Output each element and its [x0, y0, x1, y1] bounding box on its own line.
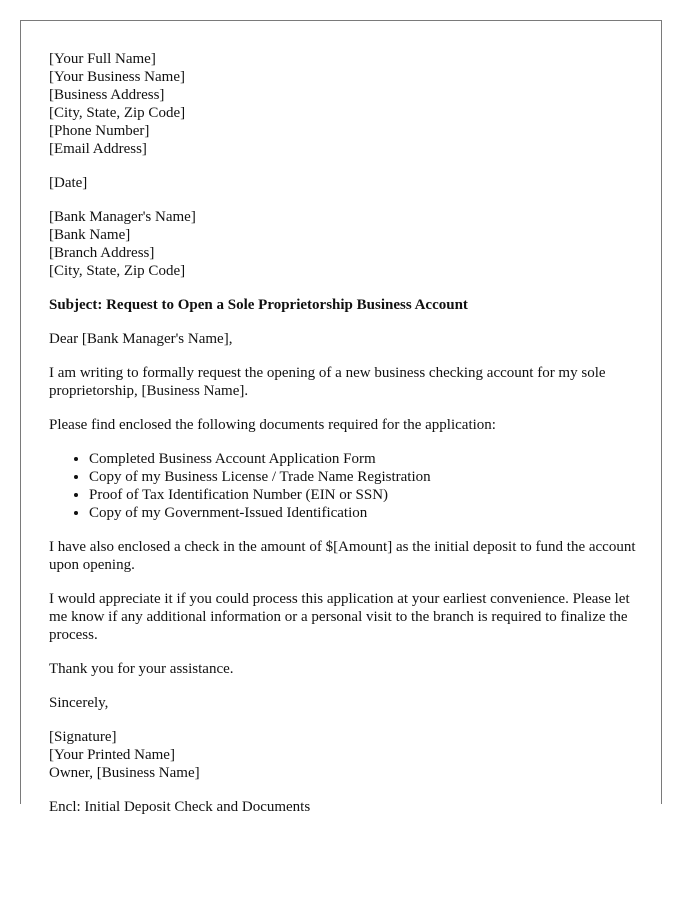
printed-name: [Your Printed Name] — [49, 747, 175, 763]
enclosures-line: Encl: Initial Deposit Check and Documents — [49, 799, 311, 815]
signature: [Signature] — [49, 729, 117, 745]
sender-email: [Email Address] — [49, 141, 147, 157]
recipient-bank-name: [Bank Name] — [49, 227, 131, 243]
body-paragraph-5: Thank you for your assistance. — [49, 661, 234, 677]
recipient-manager-name: [Bank Manager's Name] — [49, 209, 196, 225]
documents-list — [49, 450, 639, 522]
sender-block — [49, 50, 639, 158]
body-paragraph-2: Please find enclosed the following documents required for the application: — [49, 417, 496, 433]
letter-page — [20, 20, 662, 815]
list-item: • Completed Business Account Application Form — [89, 450, 639, 468]
signature-block — [49, 728, 639, 782]
sender-city-state-zip: [City, State, Zip Code] — [49, 105, 186, 121]
sender-address: [Business Address] — [49, 87, 165, 103]
sender-name: [Your Full Name] — [49, 51, 156, 67]
recipient-city-state-zip: [City, State, Zip Code] — [49, 263, 186, 279]
recipient-branch-address: [Branch Address] — [49, 245, 155, 261]
body-paragraph-3: I have also enclosed a check in the amount of $[Amount] as the initial deposit to fund the account upon opening. — [49, 539, 636, 573]
salutation: Dear [Bank Manager's Name], — [49, 331, 233, 347]
valediction: Sincerely, — [49, 695, 109, 711]
subject-line: Subject: Request to Open a Sole Proprietorship Business Account — [49, 297, 468, 313]
sender-phone: [Phone Number] — [49, 123, 150, 139]
letter-content — [49, 50, 639, 816]
list-item: • Proof of Tax Identification Number (EIN or SSN) — [89, 486, 639, 504]
owner-title: Owner, [Business Name] — [49, 765, 200, 781]
letter-date: [Date] — [49, 175, 88, 191]
list-item: • Copy of my Business License / Trade Name Registration — [89, 468, 639, 486]
body-paragraph-1: I am writing to formally request the opening of a new business checking account for my sole proprietorship, [Business Name]. — [49, 365, 606, 399]
body-paragraph-4: I would appreciate it if you could process this application at your earliest convenience. Please let me know if any additional information or a personal visit to the branch is required to finalize the process. — [49, 591, 630, 643]
date-block — [49, 174, 639, 192]
list-item: • Copy of my Government-Issued Identification — [89, 504, 639, 522]
sender-business-name: [Your Business Name] — [49, 69, 185, 85]
recipient-block — [49, 208, 639, 280]
